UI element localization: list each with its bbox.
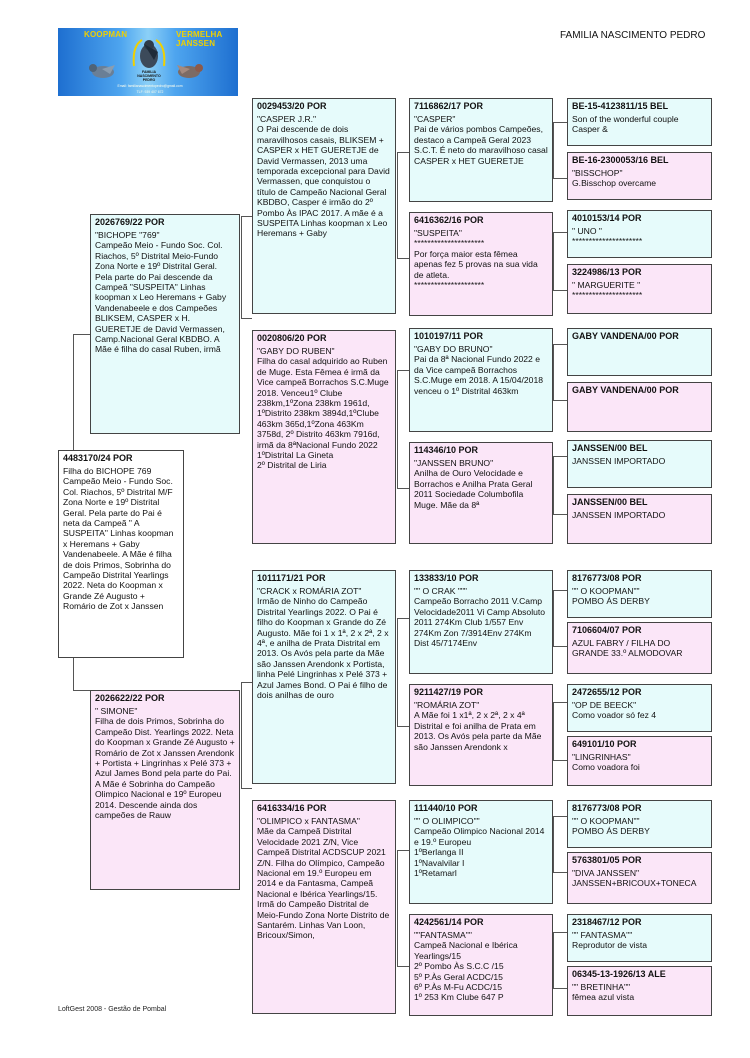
connector-line <box>553 232 554 290</box>
ancestor-card <box>567 622 712 674</box>
ring-number: 4010153/14 POR <box>572 213 642 223</box>
grandparent-card <box>252 570 396 784</box>
connector-line <box>397 850 398 966</box>
pigeon-description: "ROMÁRIA ZOT" A Mãe foi 1 x1ª, 2 x 2ª, 2 x 4ª Distrital e foi anilha de Prata em 2013. Os Avós pela parte da Mãe são Janssen Arendonk x <box>414 700 542 752</box>
ring-number: 2026622/22 POR <box>95 693 165 703</box>
ring-number: BE-16-2300053/16 BEL <box>572 155 669 165</box>
connector-line <box>553 290 567 291</box>
connector-line <box>553 988 567 989</box>
ancestor-card <box>567 440 712 488</box>
grandparent-card <box>252 800 396 1014</box>
pigeon-left-icon <box>88 62 116 80</box>
ancestor-card <box>567 852 712 904</box>
pigeon-description: "CASPER J.R." O Pai descende de dois maravilhosos casais, BLIKSEM + CASPER x HET GUERETJE de David Vermassen, 2013 uma temporada excepcional para David Vermassen, que conquistou o título de Campeão Nacional Geral KBDBO, Casper é irmão do 2º Pombo Às IPAC 2017. A mãe é a SUSPEITA Linhas koopman x Leo Heremans + Gaby <box>257 114 390 239</box>
family-title: FAMILIA NASCIMENTO PEDRO <box>560 30 706 41</box>
loft-banner <box>58 28 238 96</box>
ancestor-card <box>567 152 712 200</box>
ring-number: 7116862/17 POR <box>414 101 484 111</box>
ring-number: 2026769/22 POR <box>95 217 165 227</box>
ring-number: 0020806/20 POR <box>257 333 327 343</box>
connector-line <box>553 344 567 345</box>
connector-line <box>553 400 567 401</box>
footer-credit: LoftGest 2008 - Gestão de Pombal <box>58 1006 167 1013</box>
connector-line <box>397 152 398 258</box>
grandparent-card <box>252 330 396 544</box>
ring-number: 4242561/14 POR <box>414 917 484 927</box>
pigeon-description: "" O CRAK """ Campeão Borracho 2011 V.Camp Velocidade2011 Vi Camp Absoluto 2011 274Km Club 1/557 Env 274Km Zon 7/3914Env 274Km Dist 45/7174Env <box>414 586 546 649</box>
connector-line <box>73 334 74 450</box>
pigeon-description: Son of the wonderful couple Casper & <box>572 114 679 135</box>
connector-line <box>553 344 554 400</box>
ring-number: 2472655/12 POR <box>572 687 642 697</box>
pigeon-description: ""FANTASMA"" Campeã Nacional e Ibérica Yearlings/15 2º Pombo Às S.C.C /15 5º P.Às Geral ACDC/15 6º P.Às M-Fu ACDC/15 1º 253 Km Clube 647 P <box>414 930 518 1003</box>
ring-number: 0029453/20 POR <box>257 101 327 111</box>
banner-phone: TLF: 939 407 672 <box>136 90 164 94</box>
great-grandparent-card <box>409 98 553 202</box>
ancestor-card <box>567 210 712 258</box>
pigeon-description: "JANSSEN BRUNO" Anilha de Ouro Velocidade e Borrachos e Anilha Prata Geral 2011 Sociedade Columbofila Muge. Mãe da 8ª <box>414 458 533 510</box>
connector-line <box>553 816 554 872</box>
ring-number: 8176773/08 POR <box>572 803 642 813</box>
pigeon-description: "" BRETINHA"" fêmea azul vista <box>572 982 635 1003</box>
grandparent-card <box>252 98 396 314</box>
ring-number: 8176773/08 POR <box>572 573 642 583</box>
connector-line <box>553 932 554 988</box>
connector-line <box>397 726 409 727</box>
banner-email: Email: familianascimentopedro@gmail.com <box>117 84 183 88</box>
pigeon-description: Filha do BICHOPE 769 Campeão Meio - Fundo Soc. Col. Riachos, 5º Distrital M/F Zona Norte e 19º Distrital Geral. Pela parte do Pai é neta da Campeã " A SUSPEITA" Linhas koopman x Heremans + Gaby Vandenabeele. A Mãe é filha de dois Primos, Sobrinha do Campeão Distrital Yearlings 2022. Neta do Koopman x Grande Zé Augusto + Romário de Zot x Janssen <box>63 466 174 612</box>
ring-number: 649101/10 POR <box>572 739 637 749</box>
connector-line <box>397 258 409 259</box>
connector-line <box>241 788 252 789</box>
pigeon-description: "BISSCHOP" G.Bisschop overcame <box>572 168 657 189</box>
great-grandparent-card <box>409 800 553 904</box>
ring-number: JANSSEN/00 BEL <box>572 497 648 507</box>
connector-line <box>553 872 567 873</box>
ring-number: 4483170/24 POR <box>63 453 133 463</box>
ancestor-card <box>567 570 712 618</box>
ancestor-card <box>567 800 712 848</box>
banner-left-title: KOOPMAN <box>84 30 128 39</box>
ancestor-card <box>567 914 712 962</box>
pigeon-description: "DIVA JANSSEN" JANSSEN+BRICOUX+TONECA <box>572 868 697 889</box>
great-grandparent-card <box>409 914 553 1016</box>
pigeon-description: "LINGRINHAS" Como voadora foi <box>572 752 640 773</box>
great-grandparent-card <box>409 212 553 316</box>
connector-line <box>397 850 409 851</box>
connector-line <box>397 370 398 488</box>
great-grandparent-card <box>409 442 553 544</box>
banner-right-title: VERMELHA JANSSEN <box>176 30 223 48</box>
great-grandparent-card <box>409 570 553 674</box>
connector-line <box>553 702 567 703</box>
connector-line <box>553 760 567 761</box>
connector-line <box>553 178 567 179</box>
pigeon-description: "" O KOOPMAN"" POMBO ÁS DERBY <box>572 586 650 607</box>
ring-number: 3224986/13 POR <box>572 267 642 277</box>
dam-card <box>90 690 240 890</box>
pigeon-description: " MARGUERITE " ********************* <box>572 280 643 301</box>
ring-number: 114346/10 POR <box>414 445 479 455</box>
connector-line <box>397 966 409 967</box>
pigeon-description: "BICHOPE "769" Campeão Meio - Fundo Soc. Col. Riachos, 5º Distrital Meio-Fundo Zona Norte e 19º Distrital Geral. Pela parte do Pai descende da Campeã "SUSPEITA" Linhas koopman x Leo Heremans + Gaby Vandenabeele e dos Campeões BLIKSEM, CASPER x H. GUERETJE de David Vermassen, Camp.Nacional Geral KBDBO. A Mãe é filha do casal Ruben, irmã <box>95 230 227 355</box>
connector-line <box>553 590 567 591</box>
ring-number: 6416334/16 POR <box>257 803 327 813</box>
connector-line <box>553 456 554 514</box>
connector-line <box>241 682 242 788</box>
pigeon-description: "" O OLIMPICO"" Campeão Olimpico Nacional 2014 e 19.º Europeu 1ºBerlanga II 1ºNavalvilar I 1ºRetamarl <box>414 816 545 879</box>
ring-number: GABY VANDENA/00 POR <box>572 331 679 341</box>
ring-number: 2318467/12 POR <box>572 917 642 927</box>
pigeon-description: "" FANTASMA"" Reprodutor de vista <box>572 930 647 951</box>
connector-line <box>73 334 90 335</box>
pigeon-description: JANSSEN IMPORTADO <box>572 456 666 466</box>
ring-number: 1010197/11 POR <box>414 331 484 341</box>
connector-line <box>553 514 567 515</box>
subject-pigeon-card <box>58 450 184 658</box>
connector-line <box>241 682 252 683</box>
ring-number: 7106604/07 POR <box>572 625 642 635</box>
ring-number: 9211427/19 POR <box>414 687 484 697</box>
ring-number: 06345-13-1926/13 ALE <box>572 969 666 979</box>
ancestor-card <box>567 382 712 432</box>
banner-family-label: FAMILIA NASCIMENTO PEDRO <box>137 70 161 82</box>
ring-number: 6416362/16 POR <box>414 215 484 225</box>
connector-line <box>553 816 567 817</box>
ancestor-card <box>567 684 712 732</box>
great-grandparent-card <box>409 684 553 786</box>
connector-line <box>553 122 554 178</box>
connector-line <box>397 488 409 489</box>
pigeon-description: "OLIMPICO x FANTASMA" Mãe da Campeã Distrital Velocidade 2021 Z/N, Vice Campeã Distrital ACDSCUP 2021 Z/N. Filha do Olímpico, Campeão Nacional em 19.º Europeu em 2014 e da Fantasma, Campeã Nacional e Ibérica Yearlings/15. Irmã do Campeão Distrital de Meio-Fundo Zona Norte Distrito de Santarém. Linhas Van Loon, Bricoux/Simon, <box>257 816 390 941</box>
ring-number: BE-15-4123811/15 BEL <box>572 101 669 111</box>
ring-number: 133833/10 POR <box>414 573 479 583</box>
sire-card <box>90 214 240 434</box>
connector-line <box>553 122 567 123</box>
connector-line <box>397 618 409 619</box>
pigeon-description: "GABY DO BRUNO" Pai da 8ª Nacional Fundo 2022 e da Vice campeã Borrachos S.C.Muge em 2018. A 15/04/2018 venceu o 1º Distrital 463km <box>414 344 543 396</box>
ancestor-card <box>567 264 712 314</box>
ring-number: 111440/10 POR <box>414 803 478 813</box>
ring-number: GABY VANDENA/00 POR <box>572 385 679 395</box>
connector-line <box>553 232 567 233</box>
pigeon-description: JANSSEN IMPORTADO <box>572 510 666 520</box>
connector-line <box>553 456 567 457</box>
connector-line <box>241 216 242 318</box>
ring-number: JANSSEN/00 BEL <box>572 443 648 453</box>
connector-line <box>73 658 74 690</box>
ring-number: 1011171/21 POR <box>257 573 326 583</box>
pigeon-description: "SUSPEITA" ********************* Por força maior esta fêmea apenas fez 5 provas na sua vida de atleta. ********************* <box>414 228 538 291</box>
great-grandparent-card <box>409 328 553 432</box>
pigeon-description: "" O KOOPMAN"" POMBO ÁS DERBY <box>572 816 650 837</box>
connector-line <box>241 216 252 217</box>
ancestor-card <box>567 328 712 376</box>
connector-line <box>397 618 398 726</box>
ancestor-card <box>567 736 712 786</box>
connector-line <box>553 646 567 647</box>
connector-line <box>397 152 409 153</box>
connector-line <box>241 318 252 319</box>
ancestor-card <box>567 98 712 146</box>
connector-line <box>553 702 554 760</box>
pigeon-description: "GABY DO RUBEN" Filha do casal adquirido ao Ruben de Muge. Esta Fêmea é irmã da Vice campeã Borrachos S.C.Muge 2018. Venceu1º Clube 238km,1ºZona 238km 1961d, 1ºDistrito 238km 3894d,1ºClube 463km 365d,1ºZona 463Km 3758d, 2º Distrito 463km 7916d, irmã da 8ªNacional Fundo 2022 1ºDistrital La Gineta 2º Distrital de Liria <box>257 346 389 471</box>
pigeon-description: " UNO " ********************* <box>572 226 643 247</box>
ancestor-card <box>567 494 712 544</box>
pigeon-description: "CRACK x ROMÁRIA ZOT" Irmão de Ninho do Campeão Distrital Yearlings 2022. O Pai é filho do Koopman x Grande do Zé Augusto. Mãe foi 1 x 1ª, 2 x 2ª, 2 x 4ª, e anilha de Prata Distrital em 2013. Os Avós pela parte da Mãe são Janssen Arendonk x Portista, linha Pelé Lingrinhas x Pelé 373 + Azul James Bond. O Pai é filho de dois anilhas de ouro <box>257 586 389 701</box>
ancestor-card <box>567 966 712 1016</box>
connector-line <box>397 370 409 371</box>
connector-line <box>553 932 567 933</box>
connector-line <box>553 590 554 646</box>
pigeon-description: " SIMONE" Filha de dois Primos, Sobrinha do Campeão Dist. Yearlings 2022. Neta do Koopman x Grande Zé Augusto + Romário de Zot x Janssen Arendonk + Portista + Lingrinhas x Pelé 373 + Azul James Bond pela parte do Pai. A Mãe é Sobrinha do Campeão Olimpico Nacional e 19º Europeu 2014. Descende ainda dos campeões de Rauw <box>95 706 235 821</box>
pigeon-description: "CASPER" Pai de vários pombos Campeões, destaco a Campeã Geral 2023 S.C.T. É neto do maravilhoso casal CASPER x HET GUERETJE <box>414 114 548 166</box>
connector-line <box>73 690 90 691</box>
pigeon-description: AZUL FABRY / FILHA DO GRANDE 33.º ALMODOVAR <box>572 638 683 659</box>
pigeon-right-icon <box>176 62 204 80</box>
ring-number: 5763801/05 POR <box>572 855 642 865</box>
pigeon-description: "OP DE BEECK" Como voador só fez 4 <box>572 700 657 721</box>
